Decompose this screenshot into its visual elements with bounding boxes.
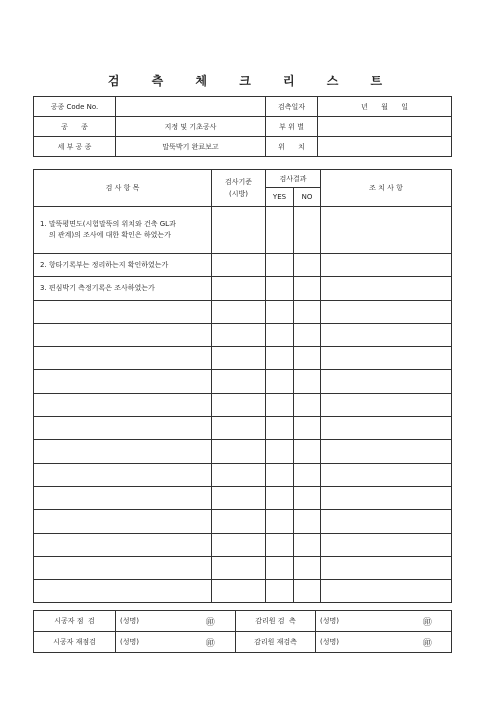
date-label: 검측일자 [266,97,318,117]
check-item-yes[interactable] [266,347,294,370]
check-item-yes[interactable] [266,254,294,277]
check-item-yes[interactable] [266,300,294,323]
col-action-header: 조 치 사 항 [321,170,452,207]
contractor-recheck-seal: ㊞ [186,632,236,653]
check-item-yes[interactable] [266,393,294,416]
check-item-criteria[interactable] [212,440,266,463]
check-item-no[interactable] [294,277,321,300]
check-row [34,300,452,323]
position-value[interactable] [318,137,452,157]
check-item-no[interactable] [294,347,321,370]
check-item-description: 3. 편심박기 측정기록은 조사하였는가 [34,277,212,300]
check-item-description [34,393,212,416]
check-item-no[interactable] [294,510,321,533]
contractor-check-signature[interactable]: (성명) [116,611,186,632]
code-label: 공종 Code No. [34,97,116,117]
check-item-criteria[interactable] [212,393,266,416]
check-item-action[interactable] [321,417,452,440]
supervisor-recheck-label: 감리원 재검측 [236,632,316,653]
work-label: 공 종 [34,117,116,137]
check-row [34,347,452,370]
check-item-no[interactable] [294,440,321,463]
check-item-no[interactable] [294,580,321,603]
check-item-yes[interactable] [266,370,294,393]
check-item-yes[interactable] [266,486,294,509]
check-item-yes[interactable] [266,510,294,533]
supervisor-check-label: 감리원 검 측 [236,611,316,632]
contractor-recheck-signature[interactable]: (성명) [116,632,186,653]
check-item-no[interactable] [294,370,321,393]
check-item-action[interactable] [321,556,452,579]
check-item-action[interactable] [321,323,452,346]
check-item-action[interactable] [321,580,452,603]
check-item-action[interactable] [321,393,452,416]
check-item-criteria[interactable] [212,277,266,300]
location-value[interactable] [318,117,452,137]
check-item-description [34,370,212,393]
col-no-header: NO [294,188,321,207]
supervisor-check-signature[interactable]: (성명) [316,611,404,632]
check-item-yes[interactable] [266,533,294,556]
check-row [34,393,452,416]
check-item-no[interactable] [294,556,321,579]
check-item-criteria[interactable] [212,417,266,440]
check-item-criteria[interactable] [212,300,266,323]
check-row [34,486,452,509]
check-row [34,370,452,393]
check-item-criteria[interactable] [212,323,266,346]
check-table [33,169,452,603]
check-item-description [34,300,212,323]
detail-value[interactable]: 말뚝박기 완료보고 [116,137,266,157]
check-item-action[interactable] [321,347,452,370]
check-item-description [34,486,212,509]
check-item-criteria[interactable] [212,347,266,370]
check-item-description [34,440,212,463]
supervisor-recheck-seal: ㊞ [404,632,452,653]
check-item-no[interactable] [294,486,321,509]
check-row [34,254,452,277]
check-item-yes[interactable] [266,440,294,463]
check-item-no[interactable] [294,254,321,277]
check-item-description [34,417,212,440]
check-row [34,556,452,579]
contractor-check-label: 시공자 점 검 [34,611,116,632]
check-item-action[interactable] [321,533,452,556]
code-value[interactable] [116,97,266,117]
check-item-description [34,347,212,370]
check-item-action[interactable] [321,486,452,509]
position-label: 위 치 [266,137,318,157]
check-row [34,417,452,440]
col-yes-header: YES [266,188,294,207]
check-item-yes[interactable] [266,463,294,486]
check-row [34,463,452,486]
check-item-criteria[interactable] [212,254,266,277]
check-row [34,323,452,346]
check-item-yes[interactable] [266,323,294,346]
detail-label: 세 부 공 종 [34,137,116,157]
page-title: 검 측 체 크 리 스 트 [107,74,397,88]
col-criteria-header: 검사기준 (시방) [212,170,266,207]
check-item-yes[interactable] [266,556,294,579]
check-item-description [34,510,212,533]
location-label: 부 위 별 [266,117,318,137]
check-item-no[interactable] [294,463,321,486]
check-item-criteria[interactable] [212,510,266,533]
check-item-yes[interactable] [266,277,294,300]
check-row [34,533,452,556]
check-item-criteria[interactable] [212,486,266,509]
check-item-description [34,580,212,603]
check-item-no[interactable] [294,393,321,416]
sign-table [33,610,452,653]
check-item-description [34,556,212,579]
check-item-no[interactable] [294,533,321,556]
check-item-action[interactable] [321,370,452,393]
check-item-yes[interactable] [266,580,294,603]
check-item-description [34,323,212,346]
supervisor-recheck-signature[interactable]: (성명) [316,632,404,653]
work-value[interactable]: 지정 및 기초공사 [116,117,266,137]
check-row [34,207,452,254]
check-item-criteria[interactable] [212,370,266,393]
check-item-action[interactable] [321,463,452,486]
col-result-header: 검사결과 [266,170,321,188]
check-item-no[interactable] [294,417,321,440]
check-row [34,277,452,300]
check-item-criteria[interactable] [212,556,266,579]
check-item-description: 2. 항타기록부는 정리하는지 확인하였는가 [34,254,212,277]
check-item-action[interactable] [321,277,452,300]
check-item-action[interactable] [321,254,452,277]
check-row [34,580,452,603]
check-row [34,440,452,463]
check-item-action[interactable] [321,207,452,254]
check-item-yes[interactable] [266,207,294,254]
check-item-criteria[interactable] [212,580,266,603]
contractor-recheck-label: 시공자 재점검 [34,632,116,653]
check-item-description: 1. 말뚝평면도(시험말뚝의 위치와 건축 GL과 의 관계)의 조사에 대한 확인은 하였는가 [34,207,212,254]
check-item-no[interactable] [294,323,321,346]
contractor-check-seal: ㊞ [186,611,236,632]
check-item-description [34,463,212,486]
check-item-action[interactable] [321,440,452,463]
check-item-description [34,533,212,556]
supervisor-check-seal: ㊞ [404,611,452,632]
info-table [33,96,452,157]
check-item-criteria[interactable] [212,463,266,486]
col-item-header: 검 사 항 목 [34,170,212,207]
check-item-yes[interactable] [266,417,294,440]
check-item-action[interactable] [321,300,452,323]
check-item-no[interactable] [294,207,321,254]
check-item-action[interactable] [321,510,452,533]
check-item-no[interactable] [294,300,321,323]
check-row [34,510,452,533]
check-item-criteria[interactable] [212,207,266,254]
check-item-criteria[interactable] [212,533,266,556]
date-value[interactable]: 년 월 일 [318,97,452,117]
